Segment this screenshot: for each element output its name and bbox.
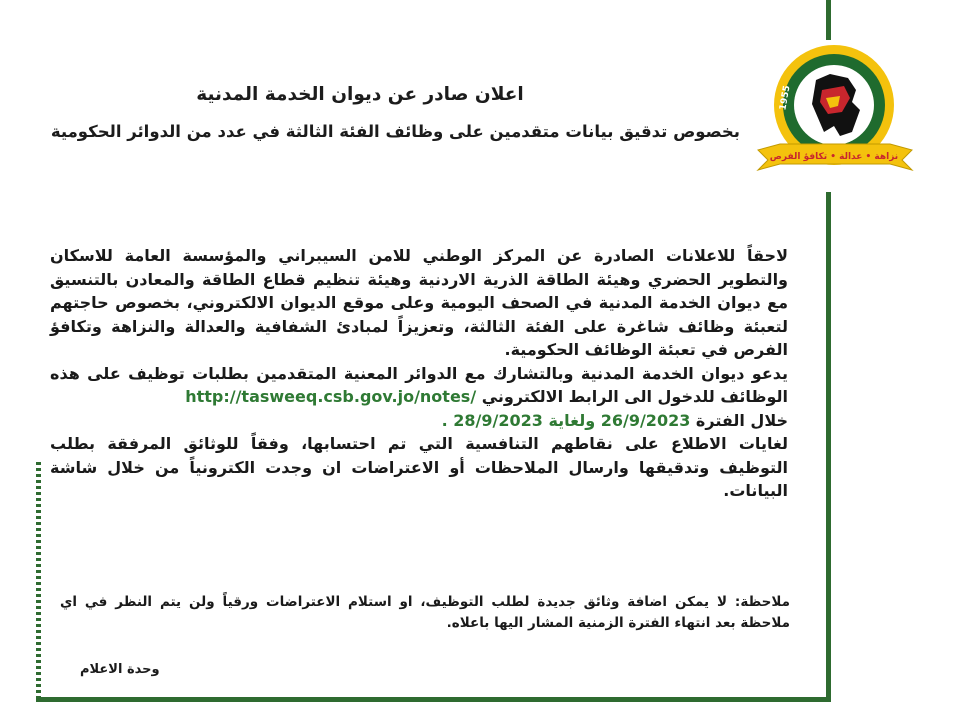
- logo-banner-text: نزاهة • عدالة • تكافؤ الفرص: [769, 152, 899, 162]
- frame-line-left-dotted: [36, 462, 41, 702]
- announcement-subtitle: بخصوص تدقيق بيانات متقدمين على وظائف الفئة الثالثة في عدد من الدوائر الحكومية: [50, 122, 740, 141]
- announcement-title: اعلان صادر عن ديوان الخدمة المدنية: [196, 84, 524, 105]
- period-dates: 26/9/2023 ولغاية 28/9/2023: [453, 410, 691, 430]
- body-paragraph-2: [50, 362, 788, 409]
- logo-year: 1955: [778, 84, 793, 112]
- frame-line-right: [826, 192, 831, 700]
- period-label: خلال الفترة: [695, 410, 788, 430]
- application-link[interactable]: http://tasweeq.csb.gov.jo/notes/: [185, 387, 477, 406]
- civil-service-bureau-logo: [752, 40, 917, 190]
- frame-line-top: [826, 0, 831, 40]
- announcement-body: [50, 244, 788, 503]
- period-end: .: [441, 410, 448, 430]
- media-unit-signature: وحدة الاعلام: [80, 662, 160, 677]
- note-text: ملاحظة: لا يمكن اضافة وثائق جديدة لطلب التوظيف، او استلام الاعتراضات ورقياً ولن يتم النظر في اي ملاحظة بعد انتهاء الفترة الزمنية المشار اليها باعلاه.: [60, 594, 790, 631]
- body-paragraph-3: لغايات الاطلاع على نقاطهم التنافسية التي تم احتسابها، وفقاً للوثائق المرفقة بطلب التوظيف وتدقيقها وارسال الملاحظات أو الاعتراضات ان وجدت الكترونياً من خلال شاشة البيانات.: [50, 434, 788, 500]
- note: [60, 592, 790, 634]
- application-period: [50, 409, 788, 433]
- body-paragraph-2-text: يدعو ديوان الخدمة المدنية وبالتشارك مع الدوائر المعنية المتقدمين بطلبات توظيف على هذه الوظائف للدخول الى الرابط الالكتروني: [50, 363, 788, 406]
- frame-line-bottom: [36, 697, 831, 702]
- body-paragraph-1: لاحقاً للاعلانات الصادرة عن المركز الوطني للامن السيبراني والمؤسسة العامة للاسكان والتطوير الحضري وهيئة الطاقة الذرية الاردنية وهيئة تنظيم قطاع الطاقة والمعادن بالتنسيق مع ديوان الخدمة المدنية في الصحف اليومية وعلى موقع الديوان الالكتروني، بخصوص حاجتهم لتعبئة وظائف شاغرة على الفئة الثالثة، وتعزيزاً لمبادئ الشفافية والعدالة والنزاهة وتكافؤ الفرص في تعبئة الوظائف الحكومية.: [50, 246, 788, 359]
